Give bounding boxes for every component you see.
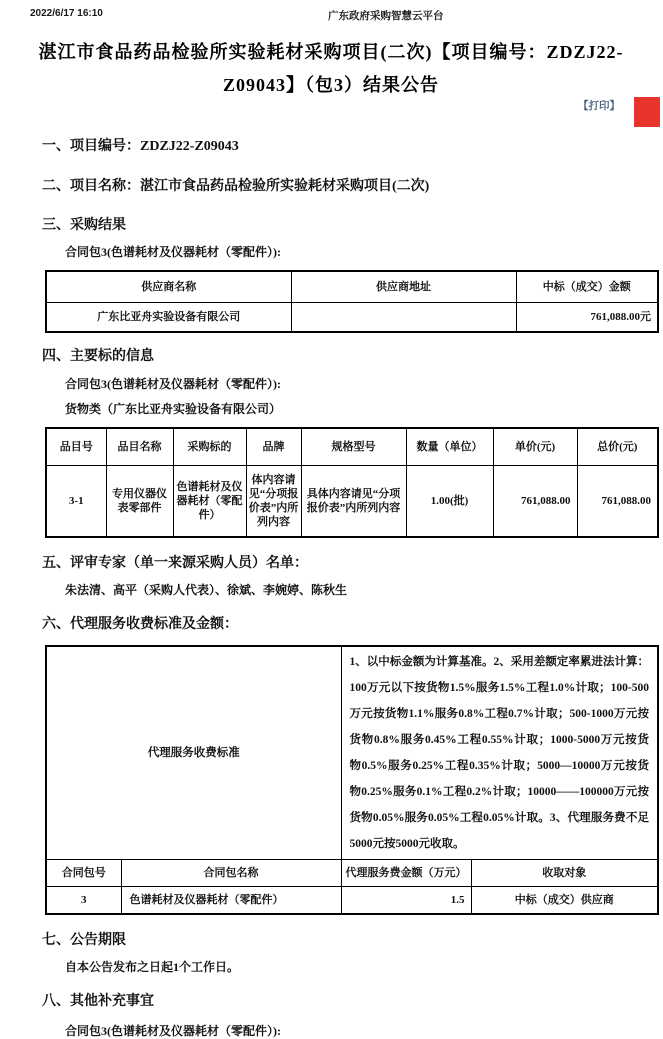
col-fee-amount: 代理服务费金额（万元）: [341, 860, 471, 887]
col-spec: 规格型号: [301, 428, 406, 466]
col-award-amount: 中标（成交）金额: [516, 271, 658, 303]
col-total-price: 总价(元): [577, 428, 658, 466]
package-line-4: 合同包3(色谱耗材及仪器耗材（零配件）):: [65, 377, 281, 391]
col-item-no: 品目号: [46, 428, 106, 466]
col-payer: 收取对象: [471, 860, 658, 887]
award-amount-cell: 761,088.00元: [516, 303, 658, 333]
spec-cell: 具体内容请见“分项报价表”内所列内容: [301, 466, 406, 538]
section-procurement-result: 三、采购结果: [42, 218, 126, 233]
payer-cell: 中标（成交）供应商: [471, 887, 658, 915]
package-line-3: 合同包3(色谱耗材及仪器耗材（零配件）):: [65, 245, 281, 259]
col-package-name: 合同包名称: [121, 860, 341, 887]
section-project-number: 一、项目编号：ZDZJ22-Z09043: [42, 139, 239, 154]
section-announcement-period: 七、公告期限: [42, 933, 126, 948]
package-no-cell: 3: [46, 887, 121, 915]
print-datetime: 2022/6/17 16:10: [30, 8, 103, 19]
supplier-address-cell: [291, 303, 516, 333]
col-unit-price: 单价(元): [493, 428, 577, 466]
page-title: 湛江市食品药品检验所实验耗材采购项目(二次)【项目编号：ZDZJ22-Z09043】（包3）结果公告: [38, 42, 624, 96]
col-supplier-name: 供应商名称: [46, 271, 291, 303]
unit-price-cell: 761,088.00: [493, 466, 577, 538]
fee-amount-cell: 1.5: [341, 887, 471, 915]
col-subject: 采购标的: [173, 428, 246, 466]
supplier-table: [45, 270, 659, 333]
bid-info-table: [45, 427, 659, 538]
col-item-name: 品目名称: [106, 428, 173, 466]
bid-table-row: [46, 466, 658, 538]
fee-table-header-row: [46, 860, 658, 887]
total-price-cell: 761,088.00: [577, 466, 658, 538]
supplier-name-cell: 广东比亚舟实验设备有限公司: [46, 303, 291, 333]
fee-standard-row: [46, 646, 658, 860]
item-name-cell: 专用仪器仪表零部件: [106, 466, 173, 538]
supplier-table-row: [46, 303, 658, 333]
experts-names: 朱法清、高平（采购人代表）、徐斌、李婉婷、陈秋生: [65, 583, 348, 597]
section-main-bid-info: 四、主要标的信息: [42, 349, 154, 364]
section-other-matters: 八、其他补充事宜: [42, 994, 154, 1009]
fee-standard-text-cell: 1、以中标金额为计算基准。2、采用差额定率累进法计算：100万元以下按货物1.5%服务1.5%工程1.0%计取；100-500万元按货物1.1%服务0.8%工程0.7%计取；500-1000万元按货物0.8%服务0.45%工程0.55%计取；1000-5000万元按货物0.5%服务0.25%工程0.35%计取；5000—10000万元按货物0.25%服务0.1%工程0.2%计取；10000——100000万元按货物0.05%服务0.05%工程0.05%计取。3、代理服务费不足5000元按5000元收取。: [341, 646, 658, 860]
package-name-cell: 色谱耗材及仪器耗材（零配件）: [121, 887, 341, 915]
item-no-cell: 3-1: [46, 466, 106, 538]
goods-category-line: 货物类（广东比亚舟实验设备有限公司）: [65, 402, 282, 416]
section-experts: 五、评审专家（单一来源采购人员）名单：: [42, 556, 308, 571]
agency-fee-table: [45, 645, 659, 915]
section-agency-fee: 六、代理服务收费标准及金额：: [42, 617, 238, 632]
col-brand: 品牌: [246, 428, 301, 466]
fee-table-data-row: [46, 887, 658, 915]
bid-table-header-row: [46, 428, 658, 466]
supplier-table-header-row: [46, 271, 658, 303]
announcement-period-text: 自本公告发布之日起1个工作日。: [65, 960, 240, 974]
fee-standard-label-cell: 代理服务收费标准: [46, 646, 341, 860]
brand-cell: 体内容请见“分项报价表”内所列内容: [246, 466, 301, 538]
section-project-name: 二、项目名称：湛江市食品药品检验所实验耗材采购项目(二次): [42, 179, 430, 194]
col-quantity: 数量（单位）: [406, 428, 493, 466]
print-button[interactable]: 【打印】: [578, 101, 620, 112]
quantity-cell: 1.00(批): [406, 466, 493, 538]
col-supplier-address: 供应商地址: [291, 271, 516, 303]
platform-name: 广东政府采购智慧云平台: [328, 11, 444, 22]
package-line-8: 合同包3(色谱耗材及仪器耗材（零配件）):: [65, 1024, 281, 1038]
subject-cell: 色谱耗材及仪器耗材（零配件）: [173, 466, 246, 538]
col-package-no: 合同包号: [46, 860, 121, 887]
